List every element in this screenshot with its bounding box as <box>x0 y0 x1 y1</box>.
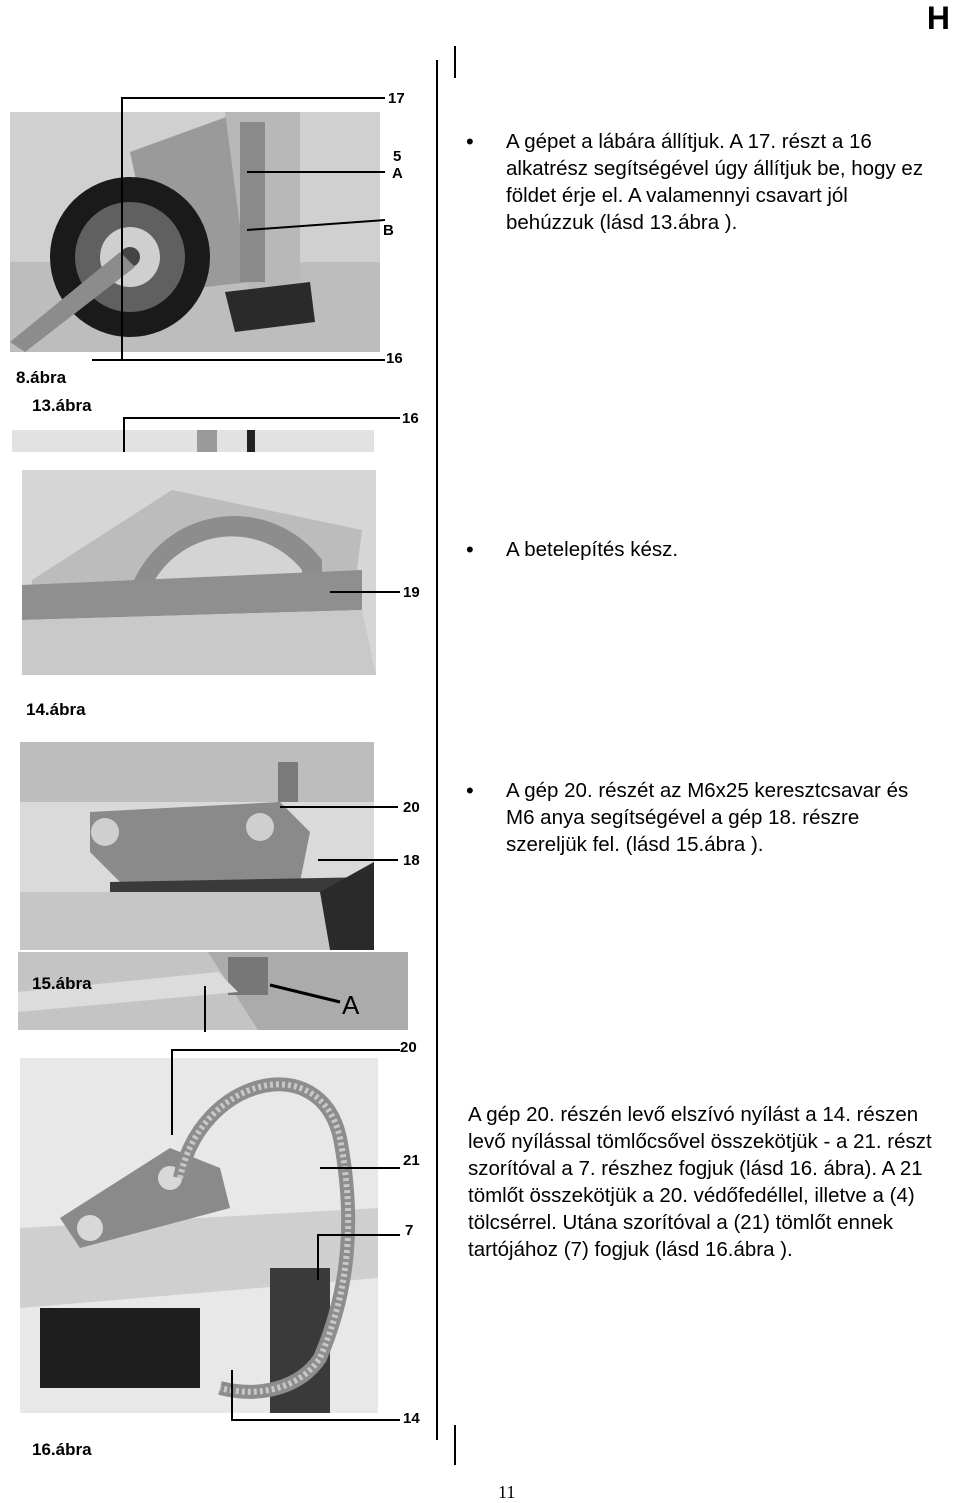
figure-15-label-20: 20 <box>403 799 420 816</box>
instruction-bullet-1 <box>466 128 936 236</box>
figure-14-leader-19 <box>330 580 410 600</box>
figure-13-label-16-a: 16 <box>386 350 403 367</box>
figure-13-label-b: B <box>383 222 394 239</box>
bullet-icon: • <box>466 778 474 803</box>
language-tag: H <box>926 0 950 36</box>
figure-15-leader-a <box>200 960 360 1040</box>
figure-16-label-21: 21 <box>403 1152 420 1169</box>
bullet-icon: • <box>466 129 474 154</box>
figure-15-label-a: A <box>342 990 360 1020</box>
figure-13-label-a: A <box>392 165 403 182</box>
figure-13-caption-a: 8.ábra <box>16 368 67 387</box>
figure-16-label-14: 14 <box>403 1410 420 1427</box>
figure-14-photo <box>22 470 376 675</box>
instruction-bullet-2 <box>466 536 936 563</box>
figure-14-caption: 14.ábra <box>26 700 86 719</box>
instruction-text-2: A betelepítés kész. <box>506 538 679 561</box>
figure-16-label-7: 7 <box>405 1222 414 1239</box>
figure-14-leader-top <box>110 410 410 460</box>
column-divider-bottom <box>454 1425 456 1465</box>
figure-13-label-16-b: 16 <box>402 410 419 427</box>
figure-14-label-19: 19 <box>403 584 420 601</box>
instruction-text-3: A gép 20. részét az M6x25 keresztcsavar és M6 anya segítségével a gép 18. részre szereljük fel. (lásd 15.ábra ). <box>506 779 909 856</box>
column-divider-left <box>436 60 438 1440</box>
figure-15-label-18: 18 <box>403 852 420 869</box>
instruction-text-1: A gépet a lábára állítjuk. A 17. részt a 16 alkatrész segítségével úgy állítjuk be, hogy ez földet érje el. A valamennyi csavart jól behúzzuk (lásd 13.ábra ). <box>506 130 924 234</box>
figure-15-leader-lines <box>280 795 410 875</box>
figure-13-label-17: 17 <box>388 90 405 107</box>
instruction-bullet-3 <box>466 777 936 858</box>
page-number: 11 <box>498 1482 516 1502</box>
figure-16-caption: 16.ábra <box>32 1440 92 1459</box>
bullet-icon: • <box>466 537 474 562</box>
instruction-paragraph-4: A gép 20. részén levő elszívó nyílást a 14. részen levő nyílással tömlőcsővel összekötjük - a 21. részt szorítóval a 7. részhez fogjuk (lásd 16. ábra). A 21 tömlőt összekötjük a 20. védőfedéllel, illetve a (4) tölcsérrel. Utána szorítóval a (21) tömlőt ennek tartójához (7) fogjuk (lásd 16.ábra ). <box>468 1103 932 1261</box>
figure-13-label-5: 5 <box>393 148 402 165</box>
figure-15-caption: 15.ábra <box>32 974 92 993</box>
figure-16-leader-lines <box>170 1040 410 1430</box>
figure-16-label-20: 20 <box>400 1039 417 1056</box>
column-divider-right <box>454 46 456 78</box>
figure-13-caption-b: 13.ábra <box>32 396 92 415</box>
